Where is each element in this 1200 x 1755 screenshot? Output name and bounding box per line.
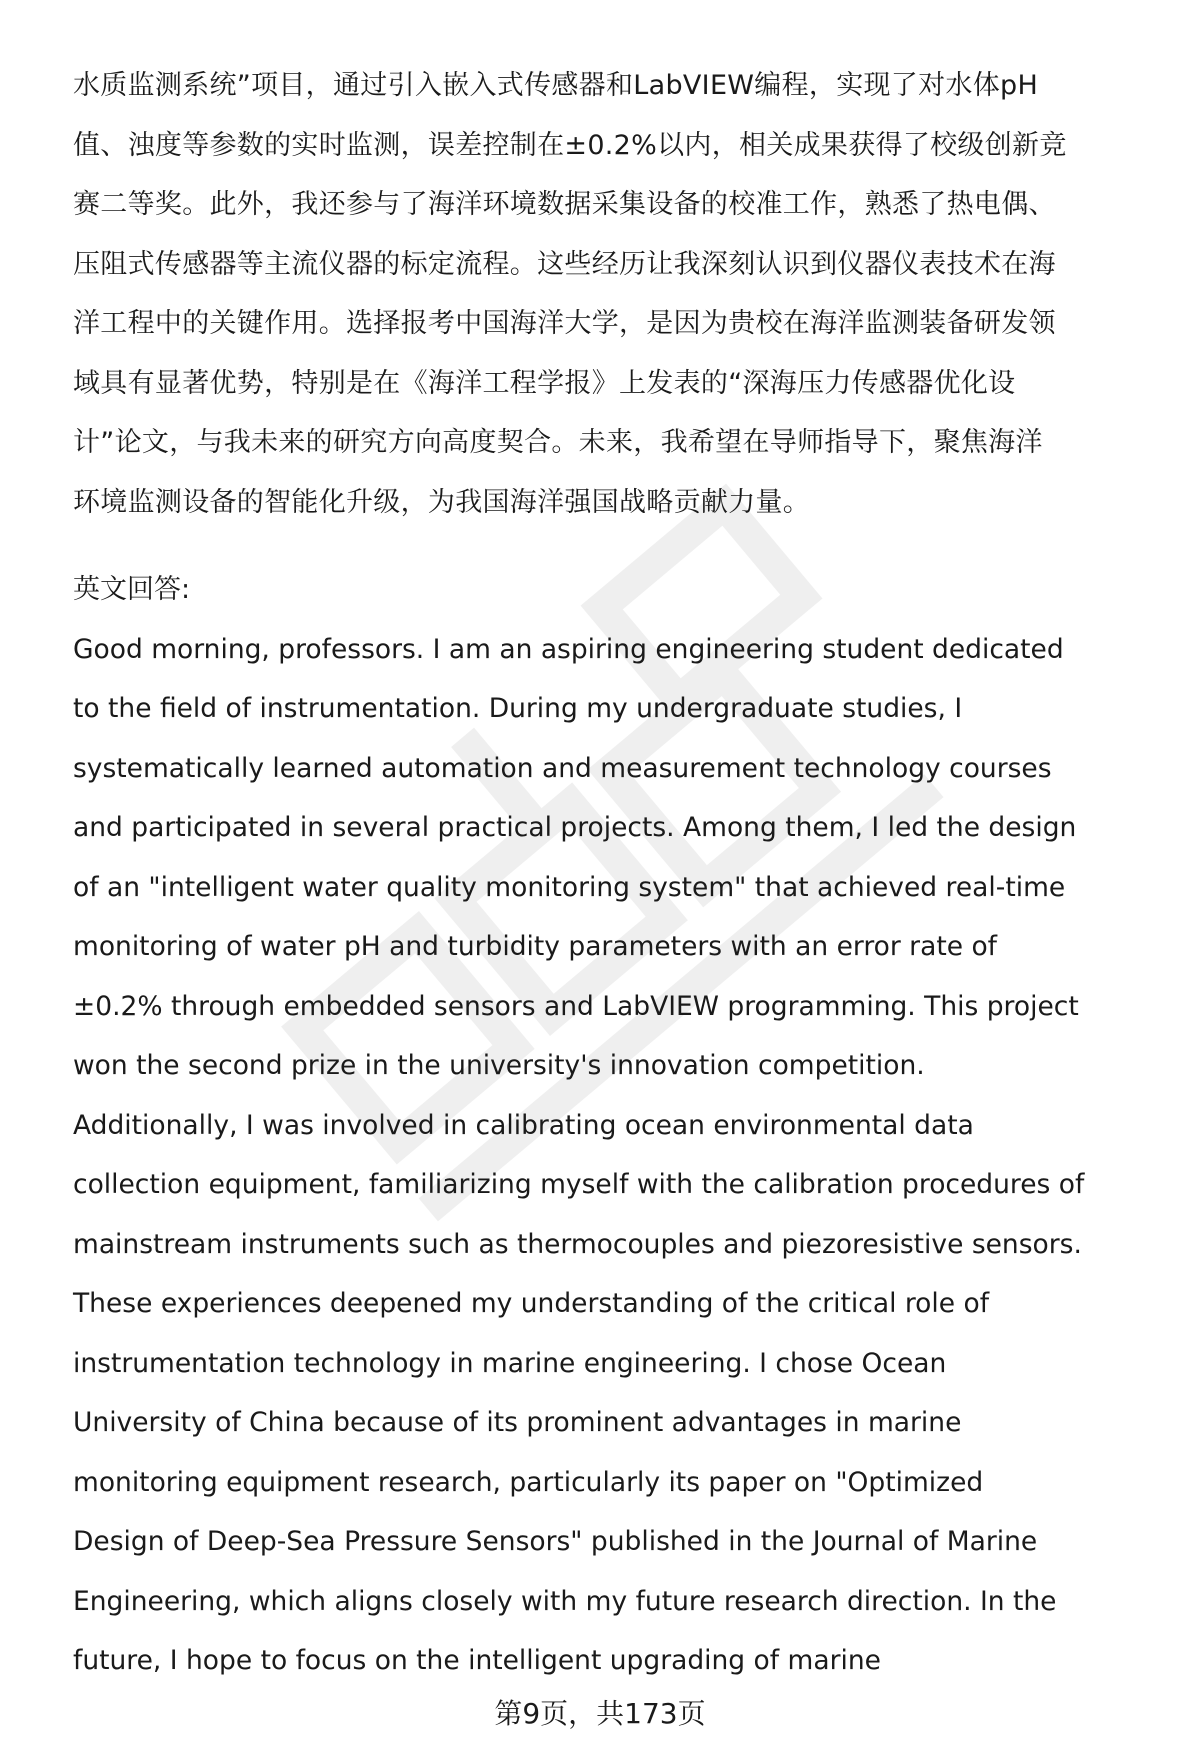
english-line-17: Engineering, which aligns closely with my future research direction. In the	[73, 1585, 1057, 1617]
chinese-answer-paragraph	[73, 56, 1163, 532]
english-line-10: collection equipment, familiarizing myself with the calibration procedures of	[73, 1169, 1085, 1200]
english-line-1: Good morning, professors. I am an aspiring engineering student dedicated	[73, 633, 1064, 665]
english-line-7: ±0.2% through embedded sensors and LabVIEW programming. This project	[73, 990, 1079, 1022]
english-line-9: Additionally, I was involved in calibrating ocean environmental data	[73, 1109, 974, 1141]
english-line-15: monitoring equipment research, particularly its paper on "Optimized	[73, 1466, 984, 1498]
english-line-3: systematically learned automation and measurement technology courses	[73, 752, 1052, 784]
english-line-6: monitoring of water pH and turbidity parameters with an error rate of	[73, 931, 997, 962]
chinese-line-1: 水质监测系统”项目，通过引入嵌入式传感器和LabVIEW编程，实现了对水体pH	[73, 70, 1039, 101]
english-line-13: instrumentation technology in marine engineering. I chose Ocean	[73, 1347, 947, 1379]
english-line-14: University of China because of its prominent advantages in marine	[73, 1407, 962, 1438]
chinese-line-4: 压阻式传感器等主流仪器的标定流程。这些经历让我深刻认识到仪器仪表技术在海	[73, 248, 1056, 280]
english-answer-paragraph	[73, 620, 1163, 1691]
document-body	[73, 56, 1163, 1691]
chinese-line-2: 值、浊度等参数的实时监测，误差控制在±0.2%以内，相关成果获得了校级创新竞	[73, 129, 1067, 161]
english-line-11: mainstream instruments such as thermocouples and piezoresistive sensors.	[73, 1228, 1082, 1260]
chinese-line-5: 洋工程中的关键作用。选择报考中国海洋大学，是因为贵校在海洋监测装备研发领	[73, 308, 1056, 339]
english-line-2: to the field of instrumentation. During my undergraduate studies, I	[73, 693, 963, 724]
page-number-footer: 第9页，共173页	[494, 1697, 706, 1730]
chinese-line-6: 域具有显著优势，特别是在《海洋工程学报》上发表的“深海压力传感器优化设	[73, 367, 1016, 399]
chinese-line-7: 计”论文，与我未来的研究方向高度契合。未来，我希望在导师指导下，聚焦海洋	[73, 427, 1043, 458]
english-line-4: and participated in several practical projects. Among them, I led the design	[73, 812, 1077, 843]
english-line-18: future, I hope to focus on the intelligent upgrading of marine	[73, 1645, 881, 1676]
english-line-8: won the second prize in the university's innovation competition.	[73, 1050, 925, 1081]
chinese-line-3: 赛二等奖。此外，我还参与了海洋环境数据采集设备的校准工作，熟悉了热电偶、	[73, 189, 1056, 220]
chinese-line-8: 环境监测设备的智能化升级，为我国海洋强国战略贡献力量。	[73, 486, 811, 518]
english-line-16: Design of Deep-Sea Pressure Sensors" published in the Journal of Marine	[73, 1526, 1038, 1557]
english-line-12: These experiences deepened my understanding of the critical role of	[73, 1288, 990, 1319]
english-line-5: of an "intelligent water quality monitoring system" that achieved real-time	[73, 871, 1066, 903]
english-answer-heading: 英文回答:	[73, 574, 191, 605]
